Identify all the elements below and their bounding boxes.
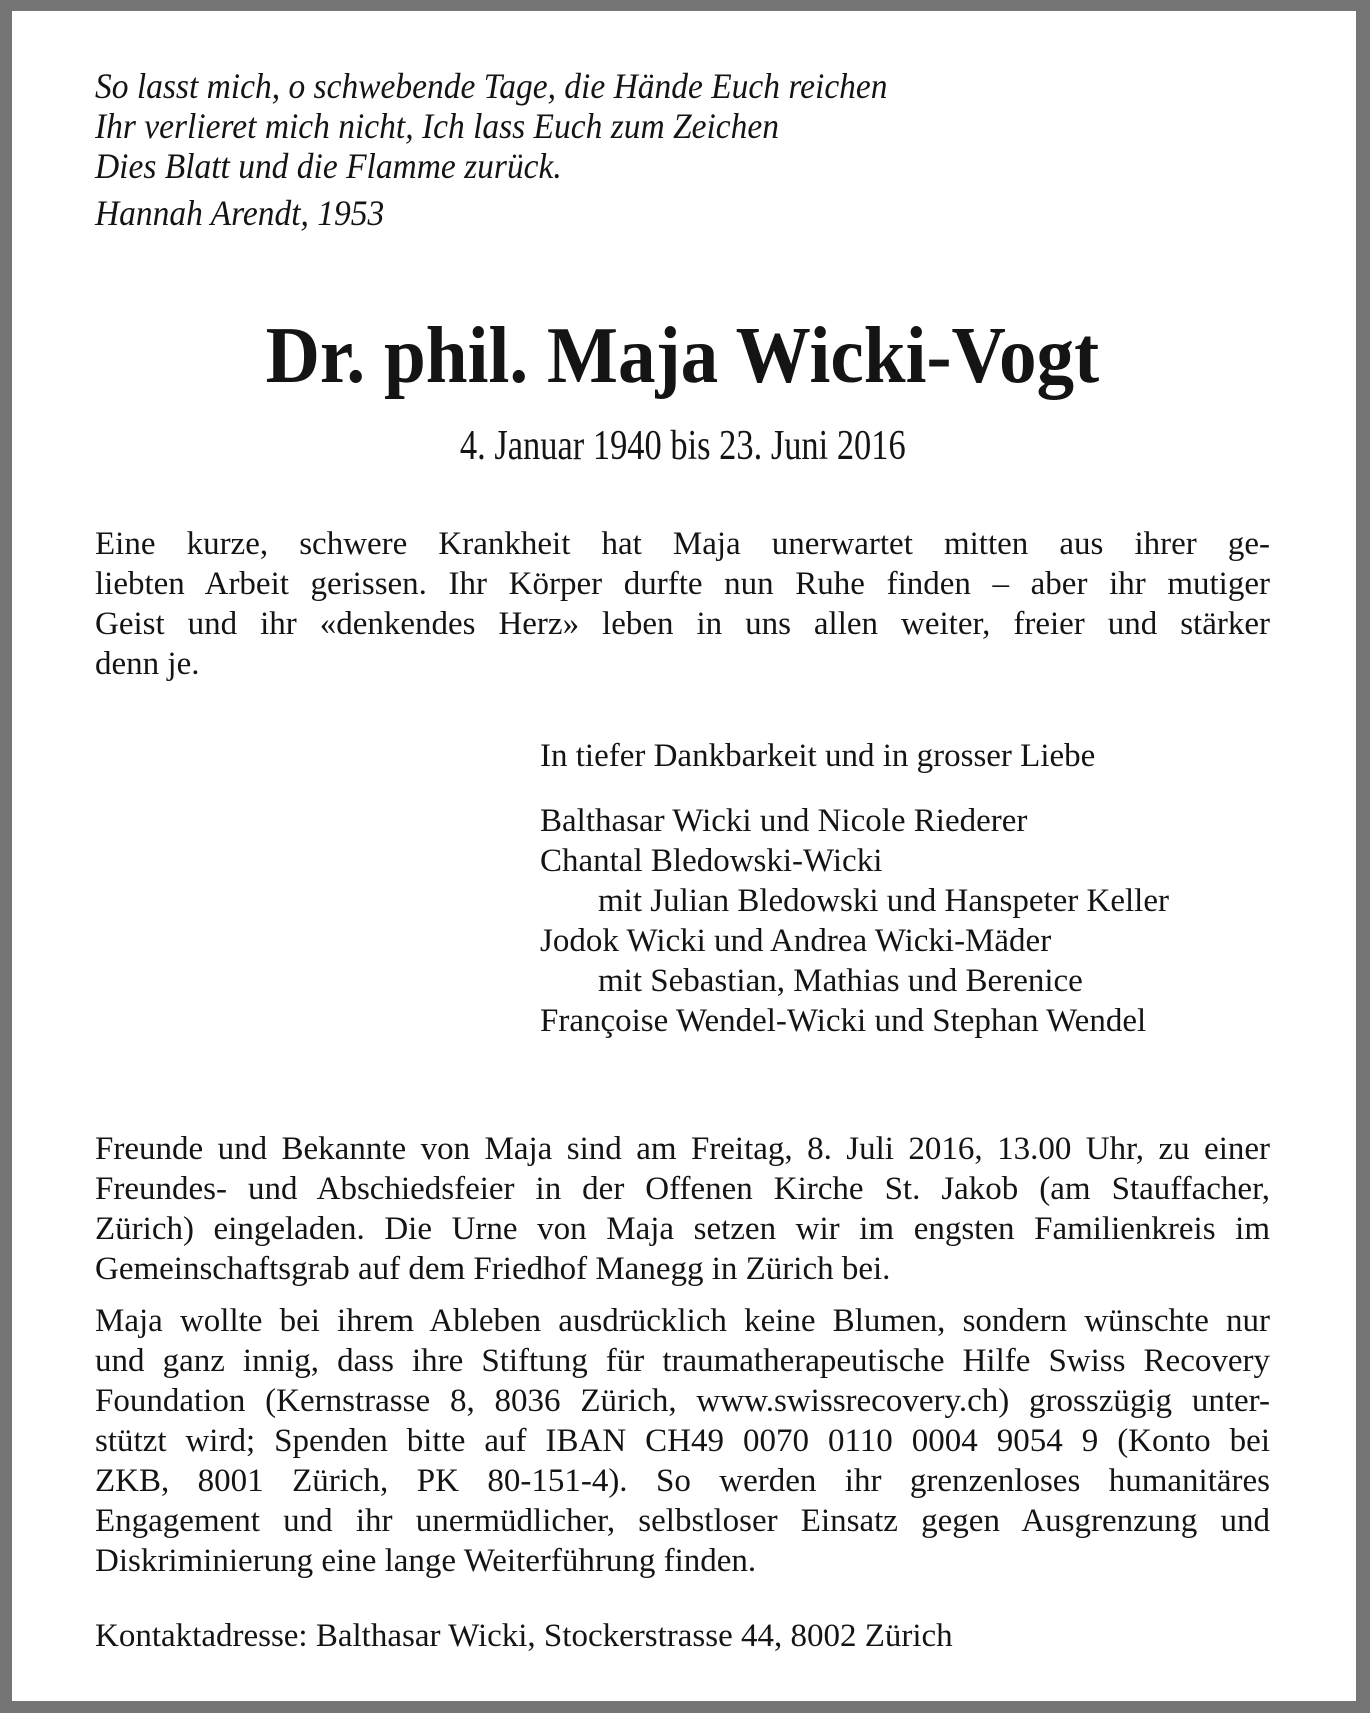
family-member: mit Julian Bledowski und Hanspeter Keller [598, 883, 1169, 919]
family-member: mit Sebastian, Mathias und Berenice [598, 963, 1083, 999]
paragraph-line: liebten Arbeit gerissen. Ihr Körper durfte nun Ruhe finden – aber ihr mutiger [95, 566, 1270, 602]
life-dates-row [95, 423, 1270, 469]
paragraph-line: Geist und ihr «denkendes Herz» leben in uns allen weiter, freier und stärker [95, 606, 1270, 642]
contact-line: Kontaktadresse: Balthasar Wicki, Stockerstrasse 44, 8002 Zürich [95, 1618, 953, 1654]
paragraph-line: Engagement und ihr unermüdlicher, selbstloser Einsatz gegen Ausgrenzung und [95, 1503, 1270, 1539]
paragraph-line: Eine kurze, schwere Krankheit hat Maja unerwartet mitten aus ihrer ge- [95, 526, 1270, 562]
tribute-intro: In tiefer Dankbarkeit und in grosser Liebe [540, 738, 1096, 774]
page-title: Dr. phil. Maja Wicki-Vogt [265, 312, 1100, 400]
paragraph-line: Freunde und Bekannte von Maja sind am Freitag, 8. Juli 2016, 13.00 Uhr, zu einer [95, 1131, 1270, 1167]
paragraph-line: denn je. [95, 646, 200, 682]
tribute-block [540, 736, 1169, 1041]
paragraph-donations [95, 1301, 1270, 1581]
paragraph-line: und ganz innig, dass ihre Stiftung für traumatherapeutische Hilfe Swiss Recovery [95, 1343, 1270, 1379]
family-member: Balthasar Wicki und Nicole Riederer [540, 803, 1028, 839]
paragraph-line: Diskriminierung eine lange Weiterführung finden. [95, 1543, 757, 1579]
paragraph-line: Maja wollte bei ihrem Ableben ausdrücklich keine Blumen, sondern wünschte nur [95, 1303, 1270, 1339]
paragraph-line: Freundes- und Abschiedsfeier in der Offenen Kirche St. Jakob (am Stauffacher, [95, 1171, 1270, 1207]
epigraph-line: So lasst mich, o schwebende Tage, die Hände Euch reichen [95, 66, 888, 106]
epigraph-attribution: Hannah Arendt, 1953 [95, 193, 385, 233]
epigraph-quote [95, 66, 888, 233]
paragraph-line: Foundation (Kernstrasse 8, 8036 Zürich, www.swissrecovery.ch) grosszügig unter- [95, 1383, 1270, 1419]
obituary-page [12, 11, 1356, 1701]
paragraph-line: stützt wird; Spenden bitte auf IBAN CH49 0070 0110 0004 9054 9 (Konto bei [95, 1423, 1270, 1459]
paragraph-line: Zürich) eingeladen. Die Urne von Maja setzen wir im engsten Familienkreis im [95, 1211, 1270, 1247]
contact-address [95, 1616, 1270, 1656]
paragraph-line: Gemeinschaftsgrab auf dem Friedhof Manegg in Zürich bei. [95, 1251, 891, 1287]
paragraph-announcement [95, 524, 1270, 684]
paragraph-line: ZKB, 8001 Zürich, PK 80-151-4). So werden ihr grenzenloses humanitäres [95, 1463, 1270, 1499]
family-member: Jodok Wicki und Andrea Wicki-Mäder [540, 923, 1052, 959]
family-member: Françoise Wendel-Wicki und Stephan Wendel [540, 1003, 1147, 1039]
epigraph-line: Dies Blatt und die Flamme zurück. [95, 146, 562, 186]
epigraph-line: Ihr verlieret mich nicht, Ich lass Euch zum Zeichen [95, 106, 780, 146]
family-list [540, 801, 1169, 1041]
life-dates: 4. Januar 1940 bis 23. Juni 2016 [459, 423, 906, 469]
paragraph-funeral-info [95, 1129, 1270, 1289]
deceased-name-title [95, 314, 1270, 398]
family-member: Chantal Bledowski-Wicki [540, 843, 883, 879]
